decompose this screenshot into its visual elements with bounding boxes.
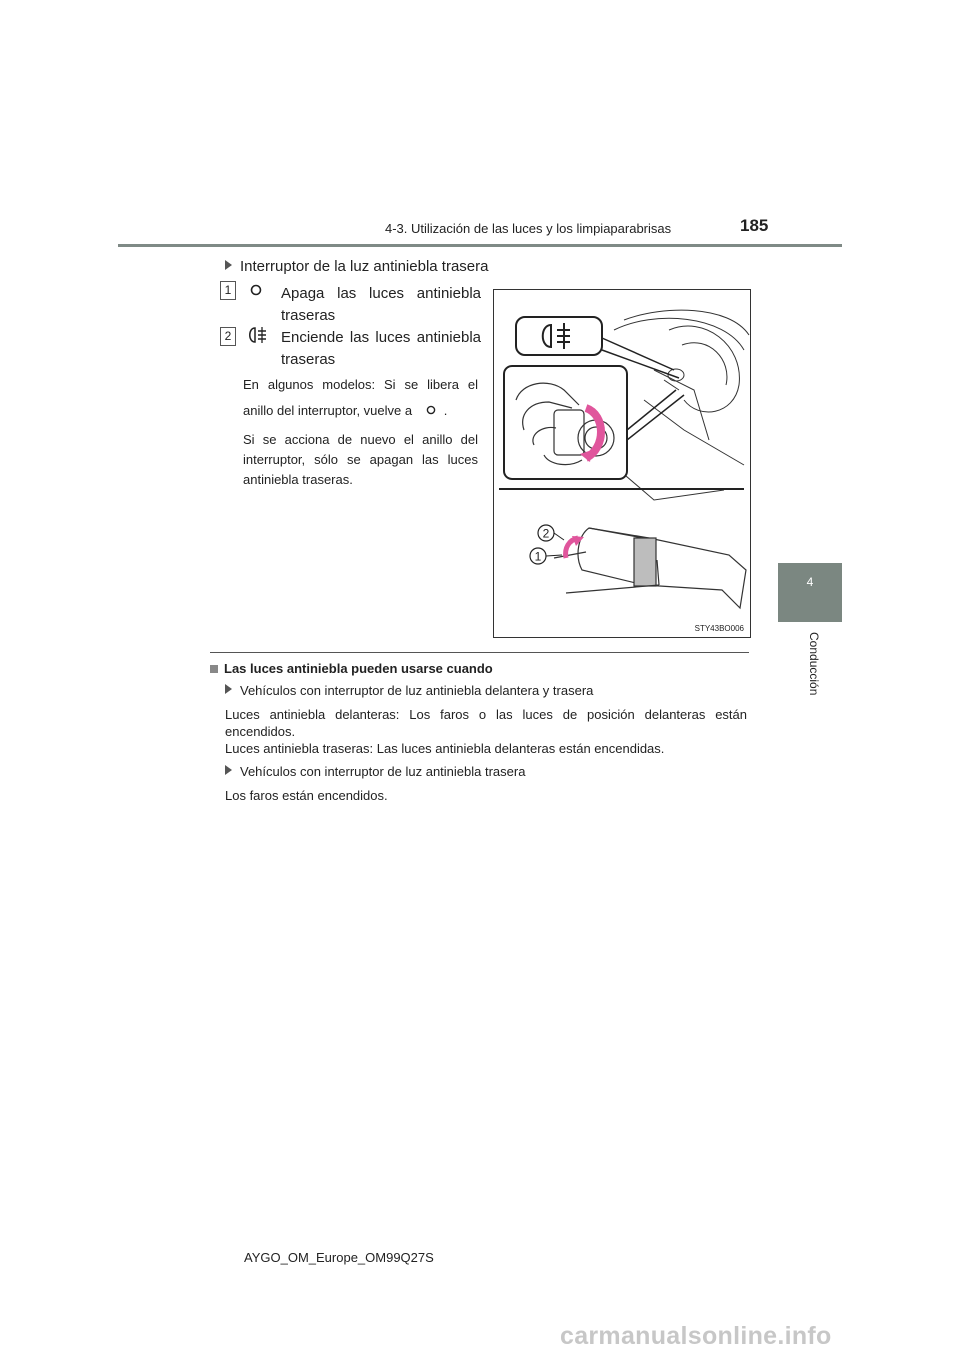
usage-paragraph-1: Luces antiniebla delanteras: Los faros o las luces de posición delanteras están encendidos. Luces antiniebla traseras: Las luces antiniebla delanteras están encendidas. — [225, 707, 747, 756]
page-number: 185 — [740, 216, 769, 235]
usage-bullet-2: Vehículos con interruptor de luz antiniebla trasera — [225, 764, 525, 779]
usage-section-title: Las luces antiniebla pueden usarse cuando — [210, 661, 493, 676]
section-rule — [210, 652, 749, 653]
note-1-line-2: anillo del interruptor, vuelve a . — [243, 403, 448, 418]
chapter-tab[interactable] — [778, 563, 842, 622]
fog-off-circle-icon — [425, 404, 437, 416]
triangle-bullet-icon — [225, 684, 232, 694]
figure-code: STY43BO006 — [694, 624, 744, 633]
rear-fog-light-icon — [245, 325, 269, 345]
fog-off-circle-icon — [249, 283, 263, 297]
switch-subheading: Interruptor de la luz antiniebla trasera — [225, 258, 488, 275]
chapter-label: Conducción — [807, 632, 821, 696]
callout-number-2: 2 — [542, 526, 550, 541]
item-number-1: 1 — [220, 281, 236, 300]
triangle-bullet-icon — [225, 260, 232, 270]
switch-illustration — [493, 289, 751, 638]
note-2: Si se acciona de nuevo el anillo del interruptor, sólo se apagan las luces antiniebla traseras. — [243, 432, 478, 487]
triangle-bullet-icon — [225, 765, 232, 775]
item-number-2: 2 — [220, 327, 236, 346]
document-code: AYGO_OM_Europe_OM99Q27S — [244, 1250, 434, 1265]
square-bullet-icon — [210, 665, 218, 673]
chapter-number: 4 — [806, 575, 814, 589]
section-title: 4-3. Utilización de las luces y los limpiaparabrisas — [385, 221, 672, 236]
illustration-drawing — [494, 290, 750, 637]
header-rule — [118, 244, 842, 247]
usage-paragraph-2: Los faros están encendidos. — [225, 788, 388, 803]
note-1-line-1: En algunos modelos: Si se libera el — [243, 377, 478, 392]
callout-number-1: 1 — [534, 549, 542, 564]
item-2-text: Enciende las luces antiniebla traseras — [281, 329, 481, 368]
watermark: carmanualsonline.info — [560, 1322, 832, 1350]
item-1-text: Apaga las luces antiniebla traseras — [281, 285, 481, 324]
usage-bullet-1: Vehículos con interruptor de luz antiniebla delantera y trasera — [225, 683, 593, 698]
